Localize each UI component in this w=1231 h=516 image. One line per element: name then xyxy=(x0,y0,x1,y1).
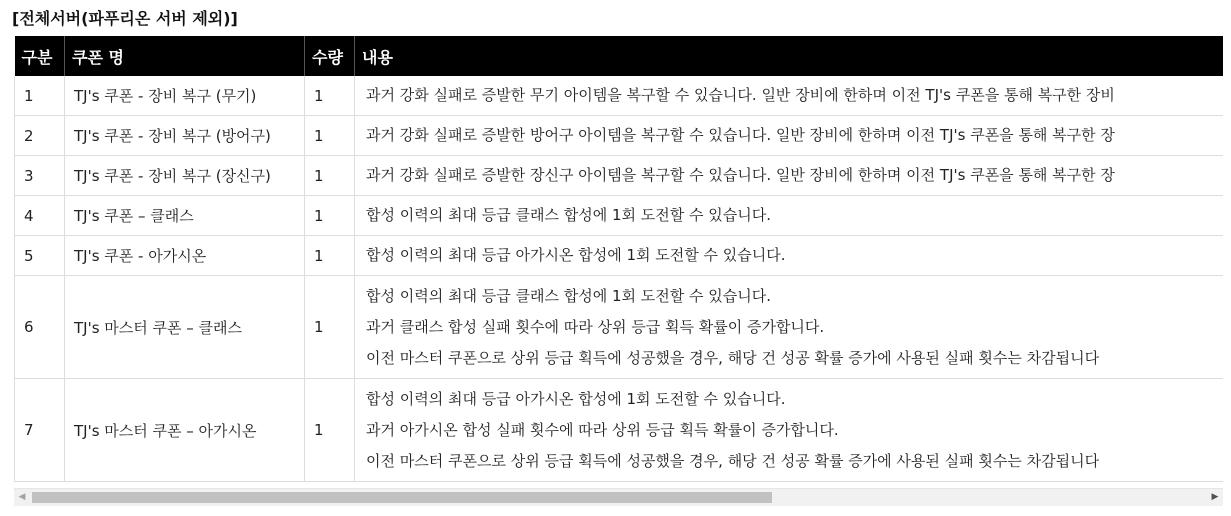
header-category: 구분 xyxy=(15,36,65,76)
cell-quantity: 1 xyxy=(305,276,355,379)
table-row xyxy=(15,236,1224,276)
triangle-left-icon[interactable]: ◀ xyxy=(18,492,26,502)
table-row xyxy=(15,76,1224,116)
cell-quantity: 1 xyxy=(305,379,355,482)
description-line: 합성 이력의 최대 등급 아가시온 합성에 1회 도전할 수 있습니다. xyxy=(366,246,786,264)
cell-category: 5 xyxy=(15,236,65,276)
description-line: 이전 마스터 쿠폰으로 상위 등급 획득에 성공했을 경우, 해당 건 성공 확률 증가에 사용된 실패 횟수는 차감됩니다 xyxy=(366,348,1100,367)
cell-coupon-name: TJ's 마스터 쿠폰 – 클래스 xyxy=(65,276,305,379)
cell-category: 2 xyxy=(15,116,65,156)
table-body xyxy=(15,76,1224,482)
cell-description xyxy=(355,116,1224,156)
cell-description xyxy=(355,156,1224,196)
cell-coupon-name: TJ's 쿠폰 – 클래스 xyxy=(65,196,305,236)
cell-quantity: 1 xyxy=(305,76,355,116)
cell-description xyxy=(355,196,1224,236)
cell-quantity: 1 xyxy=(305,236,355,276)
horizontal-scrollbar[interactable] xyxy=(14,488,1223,506)
triangle-right-icon[interactable]: ▶ xyxy=(1211,492,1219,502)
cell-quantity: 1 xyxy=(305,116,355,156)
table-row xyxy=(15,379,1224,482)
cell-description xyxy=(355,276,1224,379)
cell-coupon-name: TJ's 마스터 쿠폰 – 아가시온 xyxy=(65,379,305,482)
description-line: 합성 이력의 최대 등급 아가시온 합성에 1회 도전할 수 있습니다. xyxy=(366,389,786,408)
cell-coupon-name: TJ's 쿠폰 - 아가시온 xyxy=(65,236,305,276)
description-line: 이전 마스터 쿠폰으로 상위 등급 획득에 성공했을 경우, 해당 건 성공 확률 증가에 사용된 실패 횟수는 차감됩니다 xyxy=(366,451,1100,470)
coupon-table xyxy=(14,36,1223,482)
table-header-row xyxy=(15,36,1224,76)
cell-coupon-name: TJ's 쿠폰 - 장비 복구 (무기) xyxy=(65,76,305,116)
cell-description xyxy=(355,379,1224,482)
description-line: 과거 클래스 합성 실패 횟수에 따라 상위 등급 획득 확률이 증가합니다. xyxy=(366,317,825,336)
cell-description xyxy=(355,236,1224,276)
cell-category: 6 xyxy=(15,276,65,379)
description-line: 합성 이력의 최대 등급 클래스 합성에 1회 도전할 수 있습니다. xyxy=(366,286,771,305)
description-line: 과거 아가시온 합성 실패 횟수에 따라 상위 등급 획득 확률이 증가합니다. xyxy=(366,420,839,439)
section-title: [전체서버(파푸리온 서버 제외)] xyxy=(12,9,238,28)
header-coupon-name: 쿠폰 명 xyxy=(65,36,305,76)
cell-coupon-name: TJ's 쿠폰 - 장비 복구 (장신구) xyxy=(65,156,305,196)
cell-category: 7 xyxy=(15,379,65,482)
cell-description xyxy=(355,76,1224,116)
description-line: 과거 강화 실패로 증발한 방어구 아이템을 복구할 수 있습니다. 일반 장비에 한하며 이전 TJ's 쿠폰을 통해 복구한 장 xyxy=(366,126,1115,144)
cell-category: 3 xyxy=(15,156,65,196)
cell-quantity: 1 xyxy=(305,156,355,196)
header-quantity: 수량 xyxy=(305,36,355,76)
cell-coupon-name: TJ's 쿠폰 - 장비 복구 (방어구) xyxy=(65,116,305,156)
header-description: 내용 xyxy=(355,36,1224,76)
scrollbar-thumb[interactable] xyxy=(32,492,772,503)
table-row xyxy=(15,116,1224,156)
table-row xyxy=(15,196,1224,236)
cell-quantity: 1 xyxy=(305,196,355,236)
cell-category: 4 xyxy=(15,196,65,236)
description-line: 과거 강화 실패로 증발한 장신구 아이템을 복구할 수 있습니다. 일반 장비에 한하며 이전 TJ's 쿠폰을 통해 복구한 장 xyxy=(366,166,1115,184)
table-row xyxy=(15,156,1224,196)
description-line: 합성 이력의 최대 등급 클래스 합성에 1회 도전할 수 있습니다. xyxy=(366,206,771,224)
description-line: 과거 강화 실패로 증발한 무기 아이템을 복구할 수 있습니다. 일반 장비에 한하며 이전 TJ's 쿠폰을 통해 복구한 장비 xyxy=(366,86,1115,104)
cell-category: 1 xyxy=(15,76,65,116)
table-scroll-container[interactable] xyxy=(14,36,1223,488)
table-row xyxy=(15,276,1224,379)
